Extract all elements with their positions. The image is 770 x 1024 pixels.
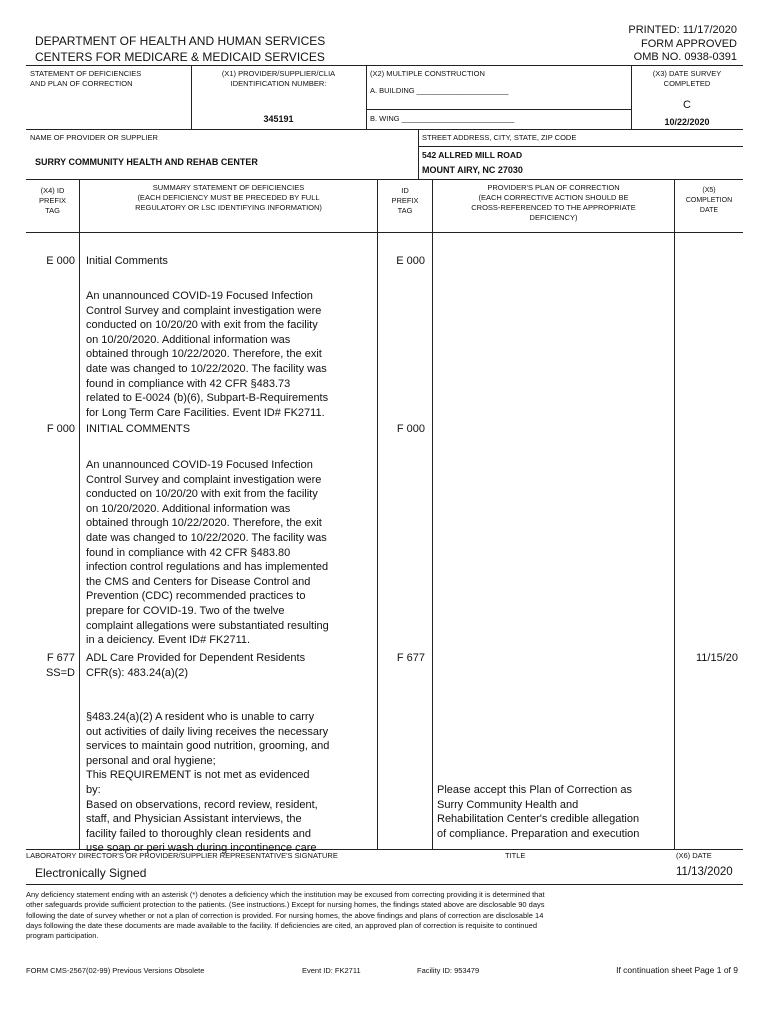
column-divider — [674, 179, 675, 849]
f677-id-tag: F 677 — [396, 652, 425, 664]
f677-prefix-tag: F 677 — [46, 652, 75, 664]
form-number: FORM CMS-2567(02-99) Previous Versions Obsolete — [26, 966, 205, 975]
signature-label: LABORATORY DIRECTOR'S OR PROVIDER/SUPPLIER REPRESENTATIVE'S SIGNATURE — [26, 851, 338, 860]
title-label: TITLE — [505, 851, 526, 860]
signature-date: 11/13/2020 — [676, 866, 733, 878]
grid-top-border — [26, 65, 743, 66]
footer-event-id: Event ID: FK2711 — [302, 966, 361, 975]
x2-label: (X2) MULTIPLE CONSTRUCTION — [370, 69, 485, 78]
disclaimer-text: Any deficiency statement ending with an asterisk (*) denotes a deficiency which the institution may be excused from correcting providing it is determined that other safeguards provide sufficient protection to the patients. (See instructions.) Except for nursing homes, the findings stated above are disclosable 90 days following the date of survey whether or not a plan of correction is provided. For nursing homes, the above findings and plans of correction are disclosable 14 days following the date these documents are made available to the facility. If deficiencies are cited, an approved plan of correction is requisite to continued program participation. — [26, 890, 545, 941]
omb-number: OMB NO. 0938-0391 — [633, 51, 737, 63]
x5-column-header: (X5) COMPLETION DATE — [685, 187, 733, 214]
column-divider — [432, 179, 433, 849]
provider-id-number: 345191 — [263, 114, 294, 124]
f000-title: INITIAL COMMENTS — [86, 423, 191, 435]
header-row-bottom — [26, 232, 743, 233]
provider-name: SURRY COMMUNITY HEALTH AND REHAB CENTER — [35, 157, 258, 167]
survey-code: C — [683, 99, 691, 111]
column-divider — [377, 179, 378, 849]
e000-id-tag: E 000 — [396, 255, 425, 267]
f000-body: An unannounced COVID-19 Focused Infection Control Survey and complaint investigation were conducted on 10/20/20 with exit from the facility on 10/20/2020. Additional information was obtained through 10/22/2020. Therefore, the exit date was changed to 10/22/2020. The facility was found in compliance with 42 CFR §483.80 infection control regulations and has implemented the CMS and Centers for Disease Control and Prevention (CDC) recommended practices to prepare for COVID-19. Two of the twelve complaint allegations were substantiated resulting in a deiciency. Event ID# FK2711. — [86, 459, 329, 647]
address-label: STREET ADDRESS, CITY, STATE, ZIP CODE — [422, 133, 577, 142]
signature-row-bottom — [26, 884, 743, 885]
footer-facility-id: Facility ID: 953479 — [417, 966, 480, 975]
x3-label: (X3) DATE SURVEY COMPLETED — [652, 69, 722, 88]
department-line-1: DEPARTMENT OF HEALTH AND HUMAN SERVICES — [35, 34, 326, 48]
grid-divider — [26, 179, 743, 180]
plan-column-header: PROVIDER'S PLAN OF CORRECTION (EACH CORRECTIVE ACTION SHOULD BE CROSS-REFERENCED TO THE APPROPRIATE DEFICIENCY) — [471, 183, 636, 222]
e000-body: An unannounced COVID-19 Focused Infection Control Survey and complaint investigation were conducted on 10/20/20 with exit from the facility on 10/20/2020. Additional information was obtained through 10/22/2020. Therefore, the exit date was changed to 10/22/2020. The facility was found in compliance with 42 CFR §483.73 related to E-0024 (b)(6), Subpart-B-Requirements for Long Term Care Facilities. Event ID# FK2711. — [86, 290, 329, 419]
wing-label: B. WING ___________________________ — [370, 114, 515, 123]
printed-date: PRINTED: 11/17/2020 — [628, 24, 737, 36]
id-column-header: ID PREFIX TAG — [391, 186, 419, 215]
signature-value: Electronically Signed — [35, 866, 147, 880]
f677-title: ADL Care Provided for Dependent Residents CFR(s): 483.24(a)(2) — [86, 652, 306, 679]
grid-divider — [418, 129, 419, 179]
f677-body: §483.24(a)(2) A resident who is unable to carry out activities of daily living receives the necessary services to maintain good nutrition, grooming, and personal and oral hygiene; This REQUIREMENT is not met as evidenced by: Based on observations, record review, resident, staff, and Physician Assistant interviews, the facility failed to thoroughly clean residents and use soap or peri wash during incontinence care — [86, 711, 330, 855]
x6-date-label: (X6) DATE — [676, 851, 712, 860]
provider-name-label: NAME OF PROVIDER OR SUPPLIER — [30, 133, 158, 142]
street-address: 542 ALLRED MILL ROAD — [422, 150, 523, 160]
f677-scope-severity: SS=D — [45, 667, 75, 679]
grid-divider — [366, 109, 631, 110]
grid-divider — [26, 129, 743, 130]
f677-completion-date: 11/15/20 — [695, 652, 738, 664]
building-label: A. BUILDING ______________________ — [370, 86, 509, 95]
survey-completed-date: 10/22/2020 — [664, 117, 710, 127]
x4-column-header: (X4) ID PREFIX TAG — [38, 186, 67, 215]
f677-plan-of-correction: Please accept this Plan of Correction as Surry Community Health and Rehabilitation Center's credible allegation of compliance. Preparation and execution — [437, 784, 640, 840]
f000-id-tag: F 000 — [396, 423, 425, 435]
column-divider — [79, 179, 80, 849]
grid-divider — [366, 65, 367, 129]
f000-prefix-tag: F 000 — [46, 423, 75, 435]
x1-label: (X1) PROVIDER/SUPPLIER/CLIA IDENTIFICATION NUMBER: — [221, 69, 336, 88]
summary-column-header: SUMMARY STATEMENT OF DEFICIENCIES (EACH DEFICIENCY MUST BE PRECEDED BY FULL REGULATORY OR LSC IDENTIFYING INFORMATION) — [135, 183, 322, 212]
department-line-2: CENTERS FOR MEDICARE & MEDICAID SERVICES — [35, 50, 325, 64]
e000-prefix-tag: E 000 — [46, 255, 75, 267]
city-state-zip: MOUNT AIRY, NC 27030 — [422, 165, 523, 175]
e000-title: Initial Comments — [86, 255, 168, 267]
form-approved: FORM APPROVED — [641, 38, 737, 50]
statement-label: STATEMENT OF DEFICIENCIES AND PLAN OF CORRECTION — [30, 69, 142, 88]
page-number: If continuation sheet Page 1 of 9 — [616, 965, 738, 975]
grid-divider — [418, 146, 743, 147]
